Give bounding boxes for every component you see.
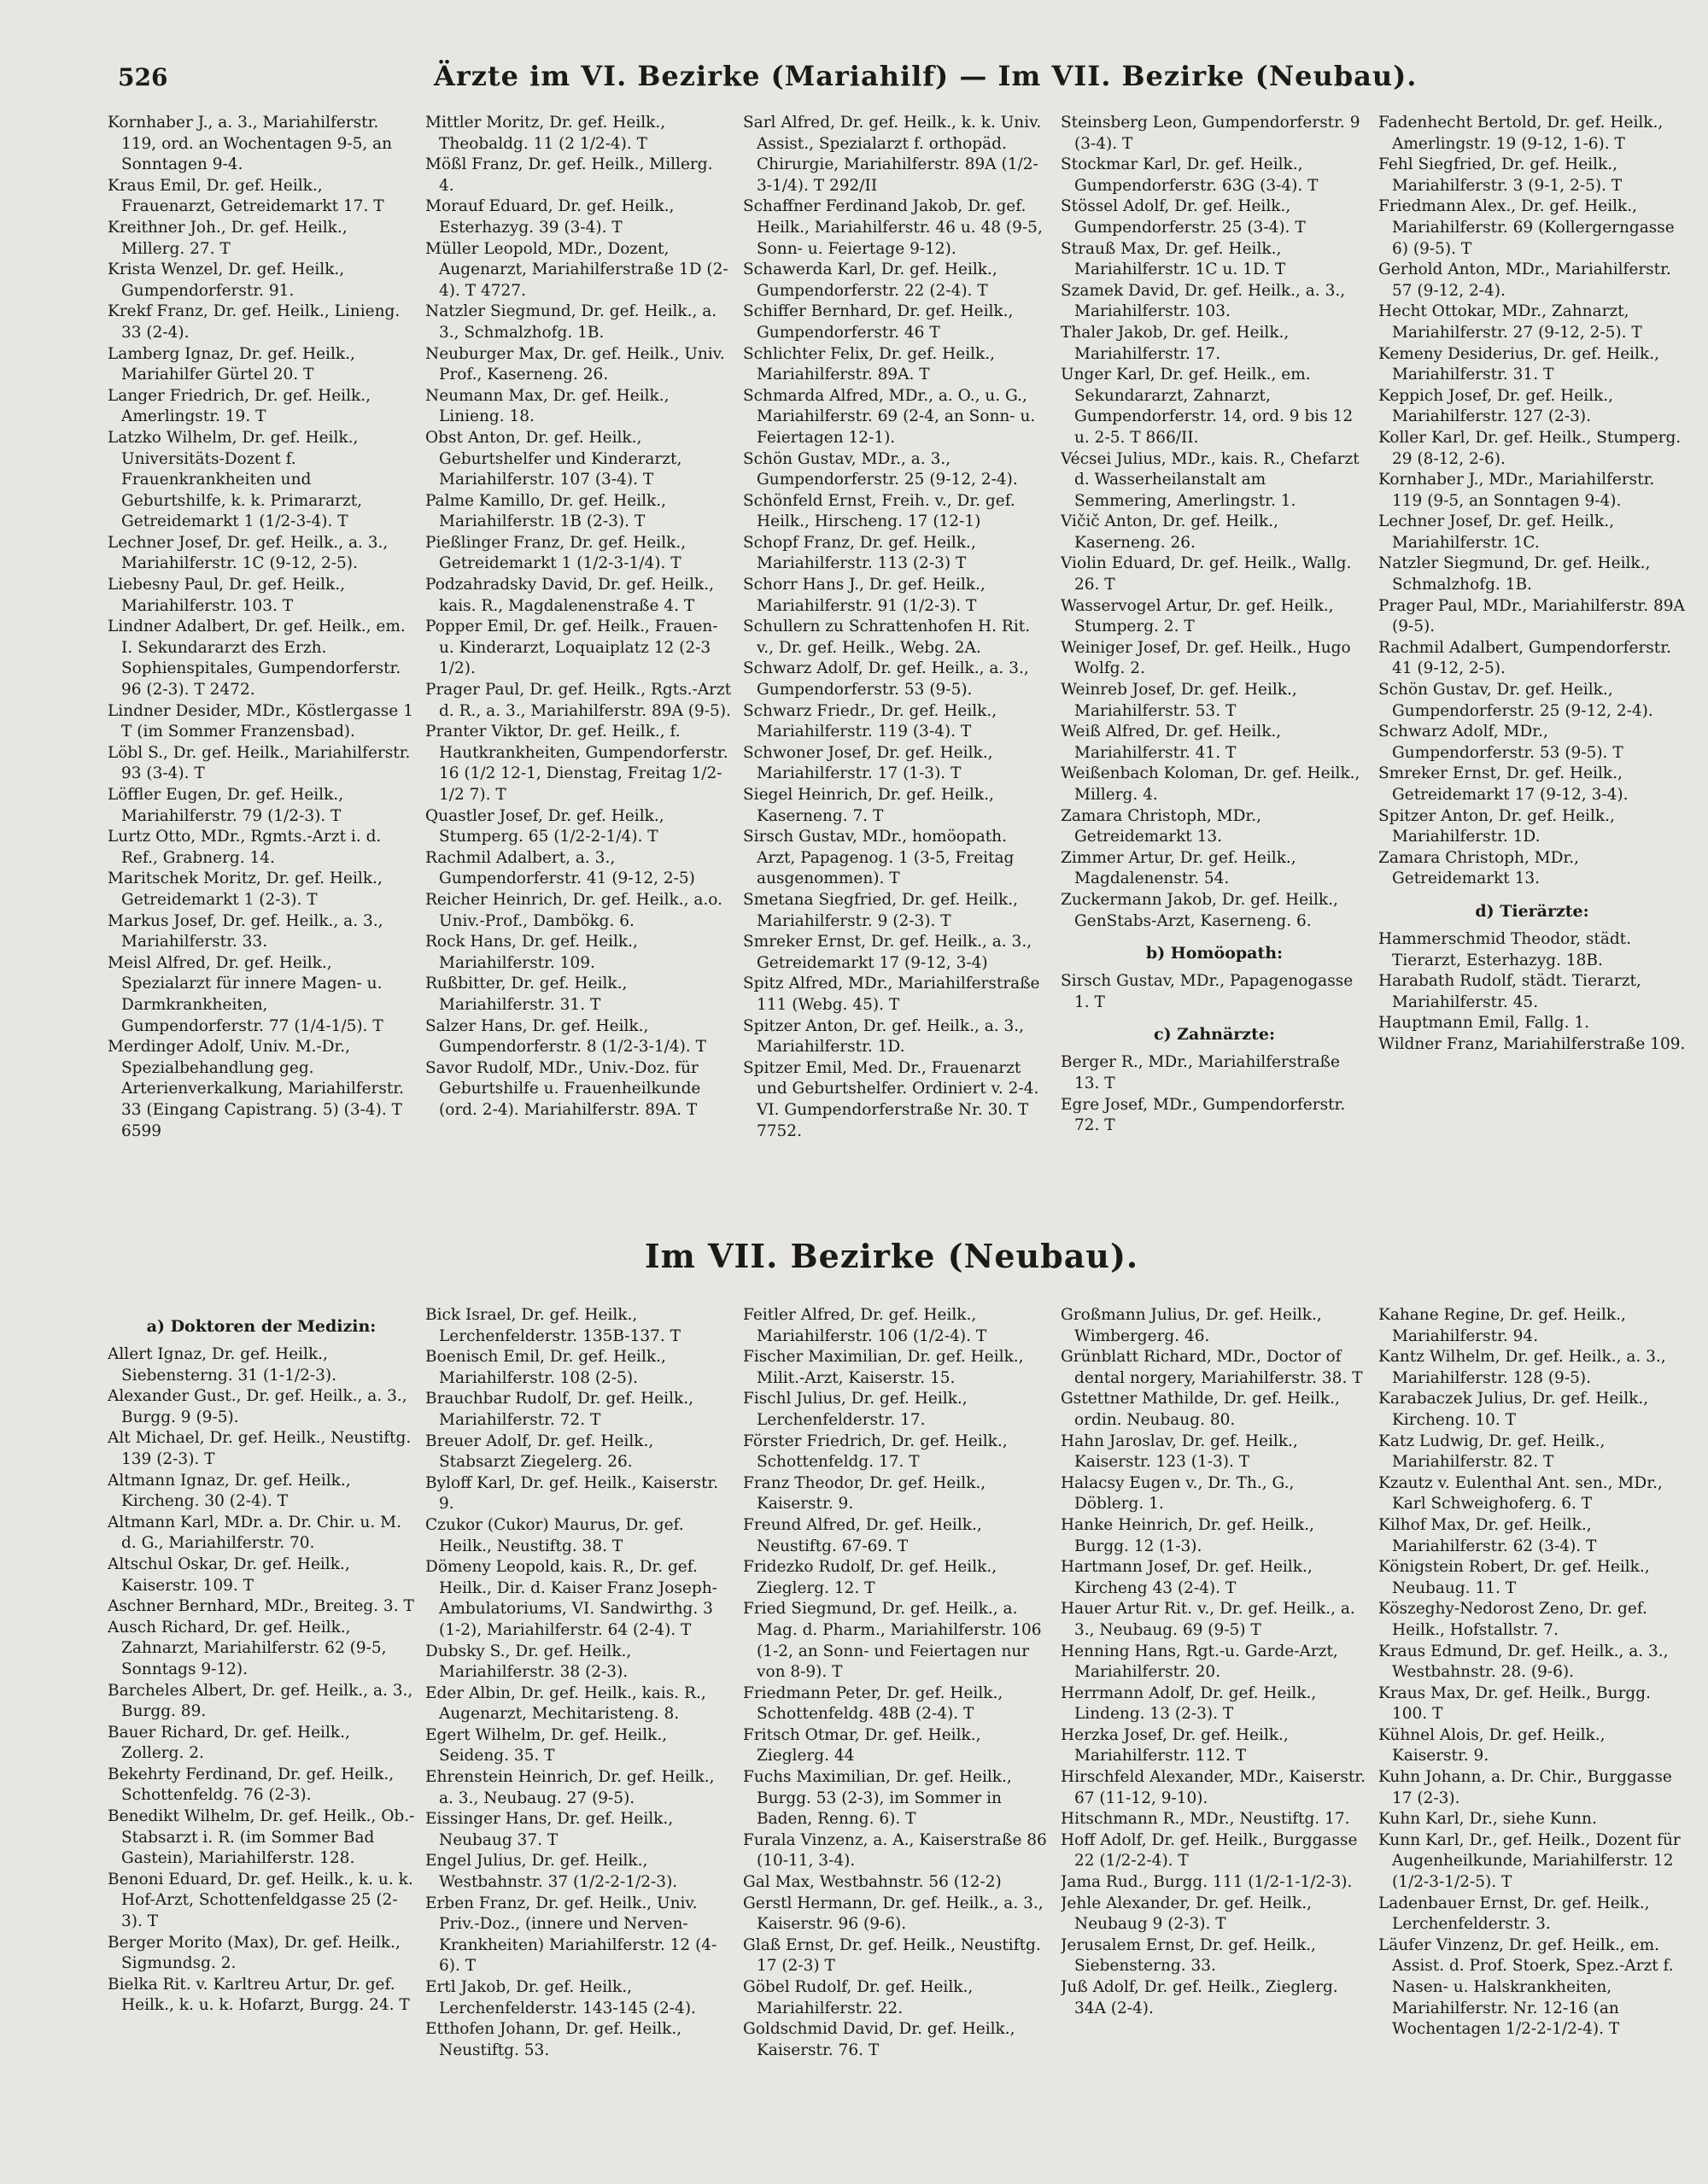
directory-entry: Alt Michael, Dr. gef. Heilk., Neustiftg. 139 (2-3). T <box>108 1429 412 1468</box>
directory-entry: Kreithner Joh., Dr. gef. Heilk., Millerg. 27. T <box>108 218 348 258</box>
directory-entry: Lindner Adalbert, Dr. gef. Heilk., em. I. Sekundararzt des Erzh. Sophienspitales, Gumpendorferstr. 96 (2-3). T 2472. <box>108 618 406 700</box>
directory-entry: Hauer Artur Rit. v., Dr. gef. Heilk., a. 3., Neubaug. 69 (9-5) T <box>1061 1600 1355 1639</box>
directory-entry: Kuhn Johann, a. Dr. Chir., Burggasse 17 (2-3). <box>1378 1768 1672 1807</box>
directory-entry: Schullern zu Schrattenhofen H. Rit. v., Dr. gef. Heilk., Webg. 2A. <box>743 618 1031 657</box>
directory-entry: Katz Ludwig, Dr. gef. Heilk., Mariahilferstr. 82. T <box>1378 1432 1606 1472</box>
directory-entry: Müller Leopold, MDr., Dozent, Augenarzt, Mariahilferstraße 1D (2-4). T 4727. <box>425 239 728 300</box>
directory-entry: Podzahradsky David, Dr. gef. Heilk., kais. R., Magdalenenstraße 4. T <box>425 576 714 615</box>
running-title: Ärzte im VI. Bezirke (Mariahilf) — Im VII. Bezirke (Neubau). <box>434 60 1418 92</box>
directory-entry: Feitler Alfred, Dr. gef. Heilk., Mariahilferstr. 106 (1/2-4). T <box>743 1306 987 1345</box>
directory-entry: Kuhn Karl, Dr., siehe Kunn. <box>1378 1810 1597 1829</box>
directory-entry: Hartmann Josef, Dr. gef. Heilk., Kircheng 43 (2-4). T <box>1061 1558 1313 1597</box>
subsection-heading: c) Zahnärzte: <box>1154 1025 1275 1045</box>
directory-entry: Aschner Bernhard, MDr., Breiteg. 3. T <box>108 1597 414 1616</box>
directory-entry: Morauf Eduard, Dr. gef. Heilk., Esterhazyg. 39 (3-4). T <box>425 197 675 237</box>
directory-entry: Sirsch Gustav, MDr., Papagenogasse 1. T <box>1061 972 1354 1011</box>
directory-entry: Egre Josef, MDr., Gumpendorferstr. 72. T <box>1061 1095 1346 1135</box>
directory-entry: Altmann Karl, MDr. a. Dr. Chir. u. M. d. G., Mariahilferstr. 70. <box>108 1513 401 1553</box>
subsection-heading: d) Tierärzte: <box>1475 901 1589 921</box>
directory-entry: Brauchbar Rudolf, Dr. gef. Heilk., Mariahilferstr. 72. T <box>425 1390 693 1429</box>
directory-entry: Friedmann Peter, Dr. gef. Heilk., Schottenfeldg. 48B (2-4). T <box>743 1683 1003 1724</box>
directory-entry: Thaler Jakob, Dr. gef. Heilk., Mariahilferstr. 17. <box>1061 323 1290 363</box>
directory-entry: Merdinger Adolf, Univ. M.-Dr., Spezialbehandlung geg. Arterienverkalkung, Mariahilferstr. 33 (Eingang Capistrang. 5) (3-4). T 6599 <box>108 1038 405 1140</box>
directory-entry: Juß Adolf, Dr. gef. Heilk., Zieglerg. 34A (2-4). <box>1061 1978 1338 2017</box>
directory-entry: Barcheles Albert, Dr. gef. Heilk., a. 3., Burgg. 89. <box>108 1681 413 1721</box>
directory-entry: Salzer Hans, Dr. gef. Heilk., Gumpendorferstr. 8 (1/2-3-1/4). T <box>425 1016 706 1057</box>
directory-entry: Langer Friedrich, Dr. gef. Heilk., Amerlingstr. 19. T <box>108 386 371 426</box>
directory-entry: Schiffer Bernhard, Dr. gef. Heilk., Gumpendorferstr. 46 T <box>743 302 1014 342</box>
subsection-heading: a) Doktoren der Medizin: <box>146 1317 377 1336</box>
directory-entry: Koller Karl, Dr. gef. Heilk., Stumperg. 29 (8-12, 2-6). <box>1378 428 1682 468</box>
directory-entry: Ausch Richard, Dr. gef. Heilk., Zahnarzt, Mariahilferstr. 62 (9-5, Sonntags 9-12). <box>108 1618 387 1678</box>
directory-entry: Henning Hans, Rgt.-u. Garde-Arzt, Mariahilferstr. 20. <box>1061 1642 1338 1682</box>
directory-entry: Hahn Jaroslav, Dr. gef. Heilk., Kaiserstr. 123 (1-3). T <box>1061 1432 1298 1472</box>
directory-entry: Allert Ignaz, Dr. gef. Heilk., Siebensterng. 31 (1-1/2-3). <box>108 1345 337 1385</box>
directory-entry: Gstettner Mathilde, Dr. gef. Heilk., ordin. Neubaug. 80. <box>1061 1390 1340 1429</box>
directory-entry: Schawerda Karl, Dr. gef. Heilk., Gumpendorferstr. 22 (2-4). T <box>743 261 997 300</box>
directory-entry: Etthofen Johann, Dr. gef. Heilk., Neustiftg. 53. <box>425 2020 682 2059</box>
directory-entry: Weißenbach Koloman, Dr. gef. Heilk., Millerg. 4. <box>1061 764 1360 804</box>
directory-entry: Pranter Viktor, Dr. gef. Heilk., f. Hautkrankheiten, Gumpendorferstr. 16 (1/2 12-1, Dienstag, Freitag 1/2-1/2 7). T <box>425 723 728 804</box>
directory-column <box>1378 113 1686 1223</box>
directory-entry: Spitzer Anton, Dr. gef. Heilk., Mariahilferstr. 1D. <box>1378 806 1615 846</box>
directory-entry: Gal Max, Westbahnstr. 56 (12-2) <box>743 1873 1002 1892</box>
directory-entry: Zimmer Artur, Dr. gef. Heilk., Magdalenenstr. 54. <box>1061 848 1296 888</box>
directory-column <box>1378 1305 1686 2151</box>
directory-entry: Unger Karl, Dr. gef. Heilk., em. Sekundararzt, Zahnarzt, Gumpendorferstr. 14, ord. 9 bis 12 u. 2-5. T 866/II. <box>1061 366 1354 447</box>
directory-entry: Sarl Alfred, Dr. gef. Heilk., k. k. Univ. Assist., Spezialarzt f. orthopäd. Chirurgie, Mariahilferstr. 89A (1/2-3-1/4). T 292/II <box>743 114 1042 195</box>
directory-entry: Kühnel Alois, Dr. gef. Heilk., Kaiserstr. 9. <box>1378 1725 1606 1765</box>
directory-column <box>425 113 733 1223</box>
directory-entry: Spitzer Anton, Dr. gef. Heilk., a. 3., Mariahilferstr. 1D. <box>743 1016 1025 1057</box>
directory-entry: Franz Theodor, Dr. gef. Heilk., Kaiserstr. 9. <box>743 1473 986 1514</box>
directory-entry: Göbel Rudolf, Dr. gef. Heilk., Mariahilferstr. 22. <box>743 1978 974 2017</box>
directory-entry: Furala Vinzenz, a. A., Kaiserstraße 86 (10-11, 3-4). <box>743 1830 1047 1871</box>
directory-entry: Altschul Oskar, Dr. gef. Heilk., Kaiserstr. 109. T <box>108 1555 350 1595</box>
directory-entry: Köszeghy-Nedorost Zeno, Dr. gef. Heilk., Hofstallstr. 7. <box>1378 1600 1647 1639</box>
directory-entry: Byloff Karl, Dr. gef. Heilk., Kaiserstr. 9. <box>425 1473 719 1514</box>
directory-entry: Weinreb Josef, Dr. gef. Heilk., Mariahilferstr. 53. T <box>1061 681 1297 720</box>
directory-entry: Läufer Vinzenz, Dr. gef. Heilk., em. Assist. d. Prof. Stoerk, Spez.-Arzt f. Nasen- u. Halskrankheiten, Mariahilferstr. Nr. 12-16 (an Wochentagen 1/2-2-1/2-4). T <box>1378 1935 1674 2039</box>
directory-entry: Schorr Hans J., Dr. gef. Heilk., Mariahilferstr. 91 (1/2-3). T <box>743 576 986 615</box>
directory-entry: Zuckermann Jakob, Dr. gef. Heilk., GenStabs-Arzt, Kaserneng. 6. <box>1061 890 1338 930</box>
directory-entry: Karabaczek Julius, Dr. gef. Heilk., Kircheng. 10. T <box>1378 1390 1649 1429</box>
directory-entry: Vičič Anton, Dr. gef. Heilk., Kaserneng. 26. <box>1061 512 1279 552</box>
directory-entry: Harabath Rudolf, städt. Tierarzt, Mariahilferstr. 45. <box>1378 972 1641 1011</box>
directory-entry: Spitz Alfred, MDr., Mariahilferstraße 111 (Webg. 45). T <box>743 975 1040 1014</box>
directory-entry: Schwoner Josef, Dr. gef. Heilk., Mariahilferstr. 17 (1-3). T <box>743 743 993 783</box>
directory-entry: Schopf Franz, Dr. gef. Heilk., Mariahilferstr. 113 (2-3) T <box>743 533 976 573</box>
directory-entry: Savor Rudolf, MDr., Univ.-Doz. für Geburtshilfe u. Frauenheilkunde (ord. 2-4). Mariahilferstr. 89A. T <box>425 1058 701 1119</box>
directory-entry: Vécsei Julius, MDr., kais. R., Chefarzt d. Wasserheilanstalt am Semmering, Amerlingstr. 1. <box>1061 449 1360 510</box>
directory-entry: Prager Paul, MDr., Mariahilferstr. 89A (9-5). <box>1378 596 1685 636</box>
directory-entry: Stössel Adolf, Dr. gef. Heilk., Gumpendorferstr. 25 (3-4). T <box>1061 197 1306 237</box>
directory-entry: Kraus Max, Dr. gef. Heilk., Burgg. 100. T <box>1378 1683 1651 1724</box>
directory-entry: Krista Wenzel, Dr. gef. Heilk., Gumpendorferstr. 91. <box>108 261 345 300</box>
directory-entry: Boenisch Emil, Dr. gef. Heilk., Mariahilferstr. 108 (2-5). <box>425 1348 666 1387</box>
directory-entry: Fuchs Maximilian, Dr. gef. Heilk., Burgg. 53 (2-3), im Sommer in Baden, Renng. 6). T <box>743 1768 1012 1829</box>
directory-entry: Reicher Heinrich, Dr. gef. Heilk., a.o. Univ.-Prof., Dambökg. 6. <box>425 890 722 930</box>
directory-entry: Popper Emil, Dr. gef. Heilk., Frauen- u. Kinderarzt, Loquaiplatz 12 (2-3 1/2). <box>425 618 718 678</box>
directory-entry: Fridezko Rudolf, Dr. gef. Heilk., Zieglerg. 12. T <box>743 1558 997 1597</box>
directory-entry: Bauer Richard, Dr. gef. Heilk., Zollerg. 2. <box>108 1723 350 1763</box>
directory-entry: Rußbitter, Dr. gef. Heilk., Mariahilferstr. 31. T <box>425 975 628 1014</box>
directory-entry: Czukor (Cukor) Maurus, Dr. gef. Heilk., Neustiftg. 38. T <box>425 1515 684 1555</box>
directory-entry: Weiniger Josef, Dr. gef. Heilk., Hugo Wolfg. 2. <box>1061 638 1351 678</box>
directory-entry: Obst Anton, Dr. gef. Heilk., Geburtshelfer und Kinderarzt, Mariahilferstr. 107 (3-4). T <box>425 428 682 489</box>
directory-entry: Jerusalem Ernst, Dr. gef. Heilk., Siebensterng. 33. <box>1061 1935 1316 1976</box>
directory-entry: Löffler Eugen, Dr. gef. Heilk., Mariahilferstr. 79 (1/2-3). T <box>108 786 344 825</box>
directory-entry: Königstein Robert, Dr. gef. Heilk., Neubaug. 11. T <box>1378 1558 1650 1597</box>
directory-entry: Fritsch Otmar, Dr. gef. Heilk., Zieglerg. 44 <box>743 1725 981 1765</box>
directory-entry: Sirsch Gustav, MDr., homöopath. Arzt, Papagenog. 1 (3-5, Freitag ausgenommen). T <box>743 828 1015 888</box>
directory-entry: Mittler Moritz, Dr. gef. Heilk., Theobaldg. 11 (2 1/2-4). T <box>425 114 666 153</box>
directory-entry: Lamberg Ignaz, Dr. gef. Heilk., Mariahilfer Gürtel 20. T <box>108 344 355 384</box>
directory-entry: Rock Hans, Dr. gef. Heilk., Mariahilferstr. 109. <box>425 933 638 972</box>
directory-entry: Löbl S., Dr. gef. Heilk., Mariahilferstr. 93 (3-4). T <box>108 743 411 783</box>
directory-column <box>108 113 415 1223</box>
directory-entry: Kantz Wilhelm, Dr. gef. Heilk., a. 3., Mariahilferstr. 128 (9-5). <box>1378 1348 1666 1387</box>
bottom-columns <box>108 1305 1691 2151</box>
directory-entry: Schön Gustav, MDr., a. 3., Gumpendorferstr. 25 (9-12, 2-4). <box>743 449 1018 489</box>
directory-entry: Förster Friedrich, Dr. gef. Heilk., Schottenfeldg. 17. T <box>743 1432 1008 1472</box>
directory-entry: Herzka Josef, Dr. gef. Heilk., Mariahilferstr. 112. T <box>1061 1725 1289 1765</box>
directory-entry: Bick Israel, Dr. gef. Heilk., Lerchenfelderstr. 135B-137. T <box>425 1306 681 1345</box>
directory-entry: Ladenbauer Ernst, Dr. gef. Heilk., Lerchenfelderstr. 3. <box>1378 1894 1650 1934</box>
directory-entry: Friedmann Alex., Dr. gef. Heilk., Mariahilferstr. 69 (Kollergerngasse 6) (9-5). T <box>1378 197 1675 258</box>
directory-entry: Schwarz Friedr., Dr. gef. Heilk., Mariahilferstr. 119 (3-4). T <box>743 701 997 741</box>
directory-entry: Fried Siegmund, Dr. gef. Heilk., a. Mag. d. Pharm., Mariahilferstr. 106 (1-2, an Sonn- und Feiertagen nur von 8-9). T <box>743 1600 1042 1682</box>
directory-entry: Hecht Ottokar, MDr., Zahnarzt, Mariahilferstr. 27 (9-12, 2-5). T <box>1378 302 1642 342</box>
directory-entry: Neumann Max, Dr. gef. Heilk., Linieng. 18. <box>425 386 670 426</box>
directory-entry: Zamara Christoph, MDr., Getreidemarkt 13. <box>1061 806 1261 846</box>
directory-column <box>743 113 1050 1223</box>
directory-entry: Dubsky S., Dr. gef. Heilk., Mariahilferstr. 38 (2-3). <box>425 1642 632 1682</box>
top-columns <box>108 113 1691 1223</box>
directory-entry: Herrmann Adolf, Dr. gef. Heilk., Lindeng. 13 (2-3). T <box>1061 1683 1317 1724</box>
directory-entry: Zamara Christoph, MDr., Getreidemarkt 13. <box>1378 848 1579 888</box>
directory-entry: Krekf Franz, Dr. gef. Heilk., Linieng. 33 (2-4). <box>108 302 401 342</box>
directory-entry: Schmarda Alfred, MDr., a. O., u. G., Mariahilferstr. 69 (2-4, an Sonn- u. Feiertagen 12-1). <box>743 386 1036 447</box>
directory-entry: Kilhof Max, Dr. gef. Heilk., Mariahilferstr. 62 (3-4). T <box>1378 1515 1597 1555</box>
directory-entry: Hauptmann Emil, Fallg. 1. <box>1378 1014 1589 1033</box>
directory-entry: Hammerschmid Theodor, städt. Tierarzt, Esterhazyg. 18B. <box>1378 929 1631 969</box>
directory-entry: Jama Rud., Burgg. 111 (1/2-1-1/2-3). <box>1061 1873 1353 1892</box>
directory-entry: Lurtz Otto, MDr., Rgmts.-Arzt i. d. Ref., Grabnerg. 14. <box>108 828 382 867</box>
page-number: 526 <box>118 63 168 91</box>
directory-entry: Großmann Julius, Dr. gef. Heilk., Wimbergerg. 46. <box>1061 1306 1322 1345</box>
directory-column <box>108 1305 415 2151</box>
directory-entry: Schaffner Ferdinand Jakob, Dr. gef. Heilk., Mariahilferstr. 46 u. 48 (9-5, Sonn- u. Feiertage 9-12). <box>743 197 1043 258</box>
directory-entry: Hitschmann R., MDr., Neustiftg. 17. <box>1061 1810 1350 1829</box>
directory-entry: Schlichter Felix, Dr. gef. Heilk., Mariahilferstr. 89A. T <box>743 344 995 384</box>
directory-entry: Schwarz Adolf, Dr. gef. Heilk., a. 3., Gumpendorferstr. 53 (9-5). <box>743 659 1029 700</box>
subsection-heading: b) Homöopath: <box>1145 944 1284 963</box>
directory-entry: Egert Wilhelm, Dr. gef. Heilk., Seideng. 35. T <box>425 1725 668 1765</box>
directory-entry: Steinsberg Leon, Gumpendorferstr. 9 (3-4). T <box>1061 114 1360 153</box>
directory-entry: Keppich Josef, Dr. gef. Heilk., Mariahilferstr. 127 (2-3). <box>1378 386 1614 426</box>
directory-entry: Kraus Emil, Dr. gef. Heilk., Frauenarzt, Getreidemarkt 17. T <box>108 176 384 216</box>
directory-entry: Ertl Jakob, Dr. gef. Heilk., Lerchenfelderstr. 143-145 (2-4). <box>425 1978 696 2017</box>
directory-entry: Fehl Siegfried, Dr. gef. Heilk., Mariahilferstr. 3 (9-1, 2-5). T <box>1378 155 1623 195</box>
directory-entry: Eder Albin, Dr. gef. Heilk., kais. R., Augenarzt, Mechitaristeng. 8. <box>425 1683 706 1724</box>
directory-entry: Erben Franz, Dr. gef. Heilk., Univ. Priv.-Doz., (innere und Nerven-Krankheiten) Mariahilferstr. 12 (4-6). T <box>425 1894 717 1976</box>
directory-entry: Fadenhecht Bertold, Dr. gef. Heilk., Amerlingstr. 19 (9-12, 1-6). T <box>1378 114 1664 153</box>
directory-entry: Schön Gustav, Dr. gef. Heilk., Gumpendorferstr. 25 (9-12, 2-4). <box>1378 681 1653 720</box>
directory-entry: Gerhold Anton, MDr., Mariahilferstr. 57 (9-12, 2-4). <box>1378 261 1671 300</box>
directory-entry: Fischl Julius, Dr. gef. Heilk., Lerchenfelderstr. 17. <box>743 1390 968 1429</box>
section-title: Im VII. Bezirke (Neubau). <box>644 1237 1139 1275</box>
directory-column <box>1061 1305 1368 2151</box>
directory-entry: Alexander Gust., Dr. gef. Heilk., a. 3., Burgg. 9 (9-5). <box>108 1387 407 1426</box>
directory-entry: Jehle Alexander, Dr. gef. Heilk., Neubaug 9 (2-3). T <box>1061 1894 1313 1934</box>
directory-entry: Hirschfeld Alexander, MDr., Kaiserstr. 67 (11-12, 9-10). <box>1061 1768 1366 1807</box>
directory-entry: Wasservogel Artur, Dr. gef. Heilk., Stumperg. 2. T <box>1061 596 1334 636</box>
directory-entry: Natzler Siegmund, Dr. gef. Heilk., Schmalzhofg. 1B. <box>1378 554 1651 594</box>
directory-entry: Glaß Ernst, Dr. gef. Heilk., Neustiftg. 17 (2-3) T <box>743 1935 1041 1976</box>
directory-entry: Strauß Max, Dr. gef. Heilk., Mariahilferstr. 1C u. 1D. T <box>1061 239 1286 279</box>
directory-entry: Mößl Franz, Dr. gef. Heilk., Millerg. 4. <box>425 155 713 195</box>
directory-entry: Violin Eduard, Dr. gef. Heilk., Wallg. 26. T <box>1061 554 1352 594</box>
directory-entry: Kemeny Desiderius, Dr. gef. Heilk., Mariahilferstr. 31. T <box>1378 344 1659 384</box>
directory-entry: Smetana Siegfried, Dr. gef. Heilk., Mariahilferstr. 9 (2-3). T <box>743 890 1019 930</box>
directory-entry: Engel Julius, Dr. gef. Heilk., Westbahnstr. 37 (1/2-2-1/2-3). <box>425 1852 678 1892</box>
directory-entry: Berger R., MDr., Mariahilferstraße 13. T <box>1061 1053 1340 1092</box>
directory-entry: Rachmil Adalbert, Gumpendorferstr. 41 (9-12, 2-5). <box>1378 638 1671 678</box>
directory-entry: Szamek David, Dr. gef. Heilk., a. 3., Mariahilferstr. 103. <box>1061 281 1346 321</box>
directory-entry: Quastler Josef, Dr. gef. Heilk., Stumperg. 65 (1/2-2-1/4). T <box>425 806 664 846</box>
directory-entry: Maritschek Moritz, Dr. gef. Heilk., Getreidemarkt 1 (2-3). T <box>108 870 383 909</box>
directory-entry: Ehrenstein Heinrich, Dr. gef. Heilk., a. 3., Neubaug. 27 (9-5). <box>425 1768 715 1807</box>
directory-entry: Kunn Karl, Dr., gef. Heilk., Dozent für Augenheilkunde, Mariahilferstr. 12 (1/2-3-1/2-5). T <box>1378 1830 1681 1892</box>
directory-entry: Neuburger Max, Dr. gef. Heilk., Univ. Prof., Kaserneng. 26. <box>425 344 725 384</box>
directory-entry: Markus Josef, Dr. gef. Heilk., a. 3., Mariahilferstr. 33. <box>108 911 383 951</box>
directory-column <box>743 1305 1050 2151</box>
directory-entry: Kahane Regine, Dr. gef. Heilk., Mariahilferstr. 94. <box>1378 1306 1626 1345</box>
directory-entry: Latzko Wilhelm, Dr. gef. Heilk., Universitäts-Dozent f. Frauenkrankheiten und Geburtshilfe, k. k. Primararzt, Getreidemarkt 1 (1/2-3-4). T <box>108 428 363 531</box>
directory-entry: Kraus Edmund, Dr. gef. Heilk., a. 3., Westbahnstr. 28. (9-6). <box>1378 1642 1669 1682</box>
directory-entry: Lechner Josef, Dr. gef. Heilk., Mariahilferstr. 1C. <box>1378 512 1615 552</box>
directory-entry: Halacsy Eugen v., Dr. Th., G., Döblerg. 1. <box>1061 1473 1295 1514</box>
directory-entry: Siegel Heinrich, Dr. gef. Heilk., Kaserneng. 7. T <box>743 786 994 825</box>
directory-entry: Goldschmid David, Dr. gef. Heilk., Kaiserstr. 76. T <box>743 2020 1015 2059</box>
directory-entry: Stockmar Karl, Dr. gef. Heilk., Gumpendorferstr. 63G (3-4). T <box>1061 155 1319 195</box>
directory-entry: Fischer Maximilian, Dr. gef. Heilk., Milit.-Arzt, Kaiserstr. 15. <box>743 1348 1024 1387</box>
directory-entry: Pießlinger Franz, Dr. gef. Heilk., Getreidemarkt 1 (1/2-3-1/4). T <box>425 533 687 573</box>
directory-entry: Lindner Desider, MDr., Köstlergasse 1 T (im Sommer Franzensbad). <box>108 701 413 741</box>
directory-entry: Berger Morito (Max), Dr. gef. Heilk., Sigmundsg. 2. <box>108 1933 401 1973</box>
directory-entry: Benoni Eduard, Dr. gef. Heilk., k. u. k. Hof-Arzt, Schottenfeldgasse 25 (2-3). T <box>108 1870 413 1931</box>
directory-column <box>1061 113 1368 1223</box>
directory-entry: Wildner Franz, Mariahilferstraße 109. <box>1378 1034 1686 1053</box>
directory-entry: Hoff Adolf, Dr. gef. Heilk., Burggasse 22 (1/2-2-4). T <box>1061 1830 1358 1871</box>
directory-entry: Hanke Heinrich, Dr. gef. Heilk., Burgg. 12 (1-3). <box>1061 1515 1314 1555</box>
directory-entry: Meisl Alfred, Dr. gef. Heilk., Spezialarzt für innere Magen- u. Darmkrankheiten, Gumpendorferstr. 77 (1/4-1/5). T <box>108 953 383 1035</box>
directory-entry: Liebesny Paul, Dr. gef. Heilk., Mariahilferstr. 103. T <box>108 576 345 615</box>
directory-entry: Schönfeld Ernst, Freih. v., Dr. gef. Heilk., Hirscheng. 17 (12-1) <box>743 491 1015 531</box>
directory-entry: Spitzer Emil, Med. Dr., Frauenarzt und Geburtshelfer. Ordiniert v. 2-4. VI. Gumpendorferstraße Nr. 30. T 7752. <box>743 1058 1039 1140</box>
directory-entry: Prager Paul, Dr. gef. Heilk., Rgts.-Arzt d. R., a. 3., Mariahilferstr. 89A (9-5). <box>425 681 732 720</box>
directory-entry: Grünblatt Richard, MDr., Doctor of dental norgery, Mariahilferstr. 38. T <box>1061 1348 1363 1387</box>
directory-entry: Freund Alfred, Dr. gef. Heilk., Neustiftg. 67-69. T <box>743 1515 982 1555</box>
directory-entry: Eissinger Hans, Dr. gef. Heilk., Neubaug 37. T <box>425 1810 674 1849</box>
directory-entry: Altmann Ignaz, Dr. gef. Heilk., Kircheng. 30 (2-4). T <box>108 1471 351 1511</box>
directory-entry: Rachmil Adalbert, a. 3., Gumpendorferstr. 41 (9-12, 2-5) <box>425 848 695 888</box>
directory-entry: Schwarz Adolf, MDr., Gumpendorferstr. 53 (9-5). T <box>1378 723 1623 762</box>
directory-entry: Dömeny Leopold, kais. R., Dr. gef. Heilk., Dir. d. Kaiser Franz Joseph-Ambulatoriums, VI. Sandwirthg. 3 (1-2), Mariahilferstr. 64 (2-4). T <box>425 1558 717 1639</box>
directory-entry: Natzler Siegmund, Dr. gef. Heilk., a. 3., Schmalzhofg. 1B. <box>425 302 717 342</box>
directory-entry: Palme Kamillo, Dr. gef. Heilk., Mariahilferstr. 1B (2-3). T <box>425 491 667 531</box>
directory-entry: Kornhaber J., MDr., Mariahilferstr. 119 (9-5, an Sonntagen 9-4). <box>1378 471 1655 510</box>
directory-entry: Kzautz v. Eulenthal Ant. sen., MDr., Karl Schweighoferg. 6. T <box>1378 1473 1663 1514</box>
directory-entry: Gerstl Hermann, Dr. gef. Heilk., a. 3., Kaiserstr. 96 (9-6). <box>743 1894 1044 1934</box>
directory-entry: Smreker Ernst, Dr. gef. Heilk., Getreidemarkt 17 (9-12, 3-4). <box>1378 764 1629 804</box>
directory-entry: Weiß Alfred, Dr. gef. Heilk., Mariahilferstr. 41. T <box>1061 723 1282 762</box>
directory-entry: Breuer Adolf, Dr. gef. Heilk., Stabsarzt Ziegelerg. 26. <box>425 1432 654 1472</box>
directory-page <box>92 50 1691 2159</box>
directory-entry: Bielka Rit. v. Karltreu Artur, Dr. gef. Heilk., k. u. k. Hofarzt, Burgg. 24. T <box>108 1975 410 2015</box>
directory-entry: Kornhaber J., a. 3., Mariahilferstr. 119, ord. an Wochentagen 9-5, an Sonntagen 9-4. <box>108 114 393 174</box>
page-header <box>92 60 1691 102</box>
directory-entry: Bekehrty Ferdinand, Dr. gef. Heilk., Schottenfeldg. 76 (2-3). <box>108 1765 395 1805</box>
directory-column <box>425 1305 733 2151</box>
directory-entry: Lechner Josef, Dr. gef. Heilk., a. 3., Mariahilferstr. 1C (9-12, 2-5). <box>108 533 389 573</box>
directory-entry: Smreker Ernst, Dr. gef. Heilk., a. 3., Getreidemarkt 17 (9-12, 3-4) <box>743 933 1032 972</box>
directory-entry: Benedikt Wilhelm, Dr. gef. Heilk., Ob.-Stabsarzt i. R. (im Sommer Bad Gastein), Mariahilferstr. 128. <box>108 1807 415 1868</box>
